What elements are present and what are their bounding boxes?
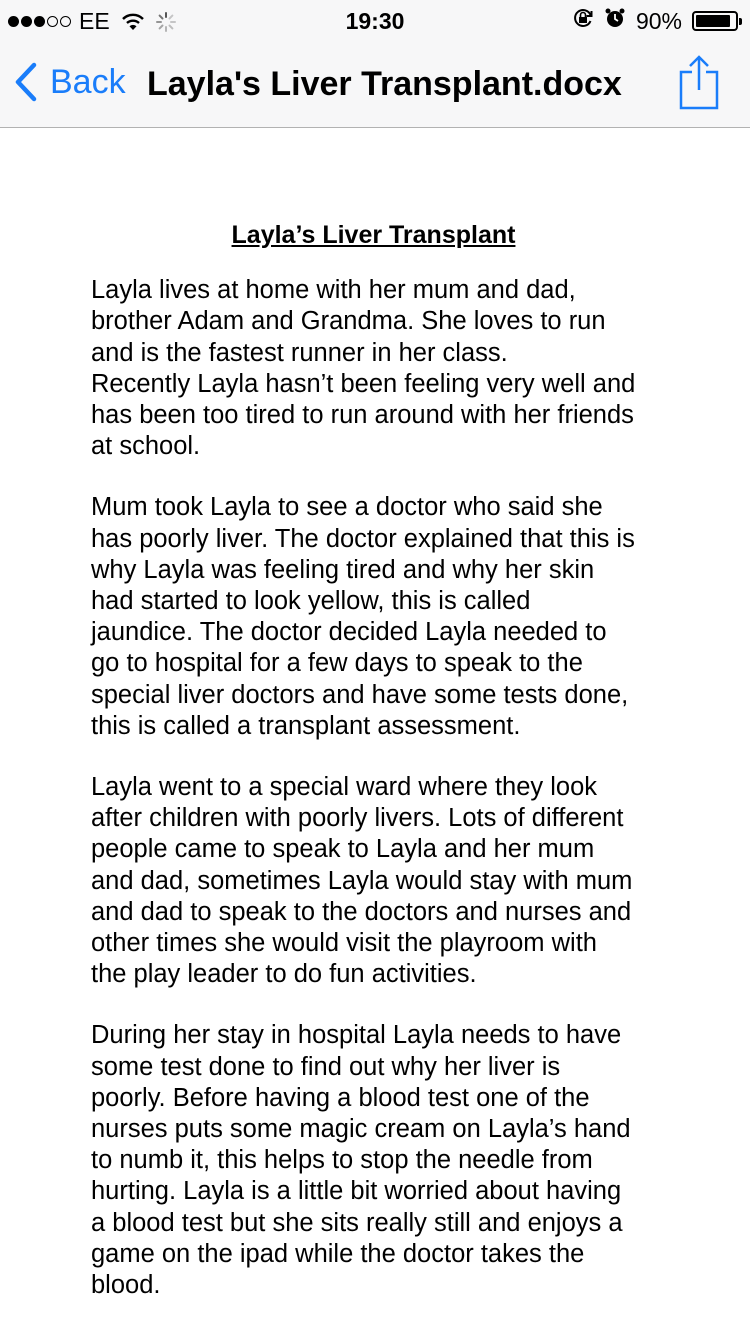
share-icon	[678, 54, 720, 110]
document-body	[91, 220, 671, 1331]
document-title: Layla’s Liver Transplant	[231, 221, 516, 249]
back-label: Back	[50, 62, 126, 101]
document-paragraph: Mum took Layla to see a doctor who said she has poorly liver. The doctor explained that this is why Layla was feeling tired and why her skin had started to look yellow, this is called jaundice. The doctor decided Layla needed to go to hospital for a few days to speak to the special liver doctors and have some tests done, this is called a transplant assessment.	[91, 493, 635, 740]
carrier-name: EE	[79, 8, 110, 34]
back-button[interactable]	[14, 62, 126, 102]
status-bar	[0, 0, 750, 40]
alarm-icon	[604, 7, 626, 35]
status-right	[572, 7, 738, 35]
share-button[interactable]	[678, 54, 720, 110]
battery-percent: 90%	[635, 7, 682, 34]
document-paragraph: During her stay in hospital Layla needs to have some test done to find out why her liver is poorly. Before having a blood test one of the nurses puts some magic cream on Layla’s hand to numb it, this helps to stop the needle from hurting. Layla is a little bit worried about having a blood test but she sits really still and enjoys a game on the ipad while the doctor takes the blood.	[91, 1021, 631, 1300]
document-filename-title: Layla's Liver Transplant.docx	[147, 65, 622, 103]
document-paragraph: Layla went to a special ward where they look after children with poorly livers. Lots of different people came to speak to Layla and her mum and dad, sometimes Layla would stay with mum and dad to speak to the doctors and nurses and other times she would visit the playroom with the play leader to do fun activities.	[91, 773, 633, 989]
navigation-bar	[0, 40, 750, 128]
status-time: 19:30	[345, 8, 405, 34]
battery-icon	[692, 11, 738, 31]
document-paragraph: Layla lives at home with her mum and dad, brother Adam and Grandma. She loves to run and is the fastest runner in her class. Recently Layla hasn’t been feeling very well and has been too tired to run around with her friends at school.	[91, 276, 636, 461]
chevron-left-icon	[14, 62, 38, 102]
rotation-lock-icon	[572, 7, 594, 35]
